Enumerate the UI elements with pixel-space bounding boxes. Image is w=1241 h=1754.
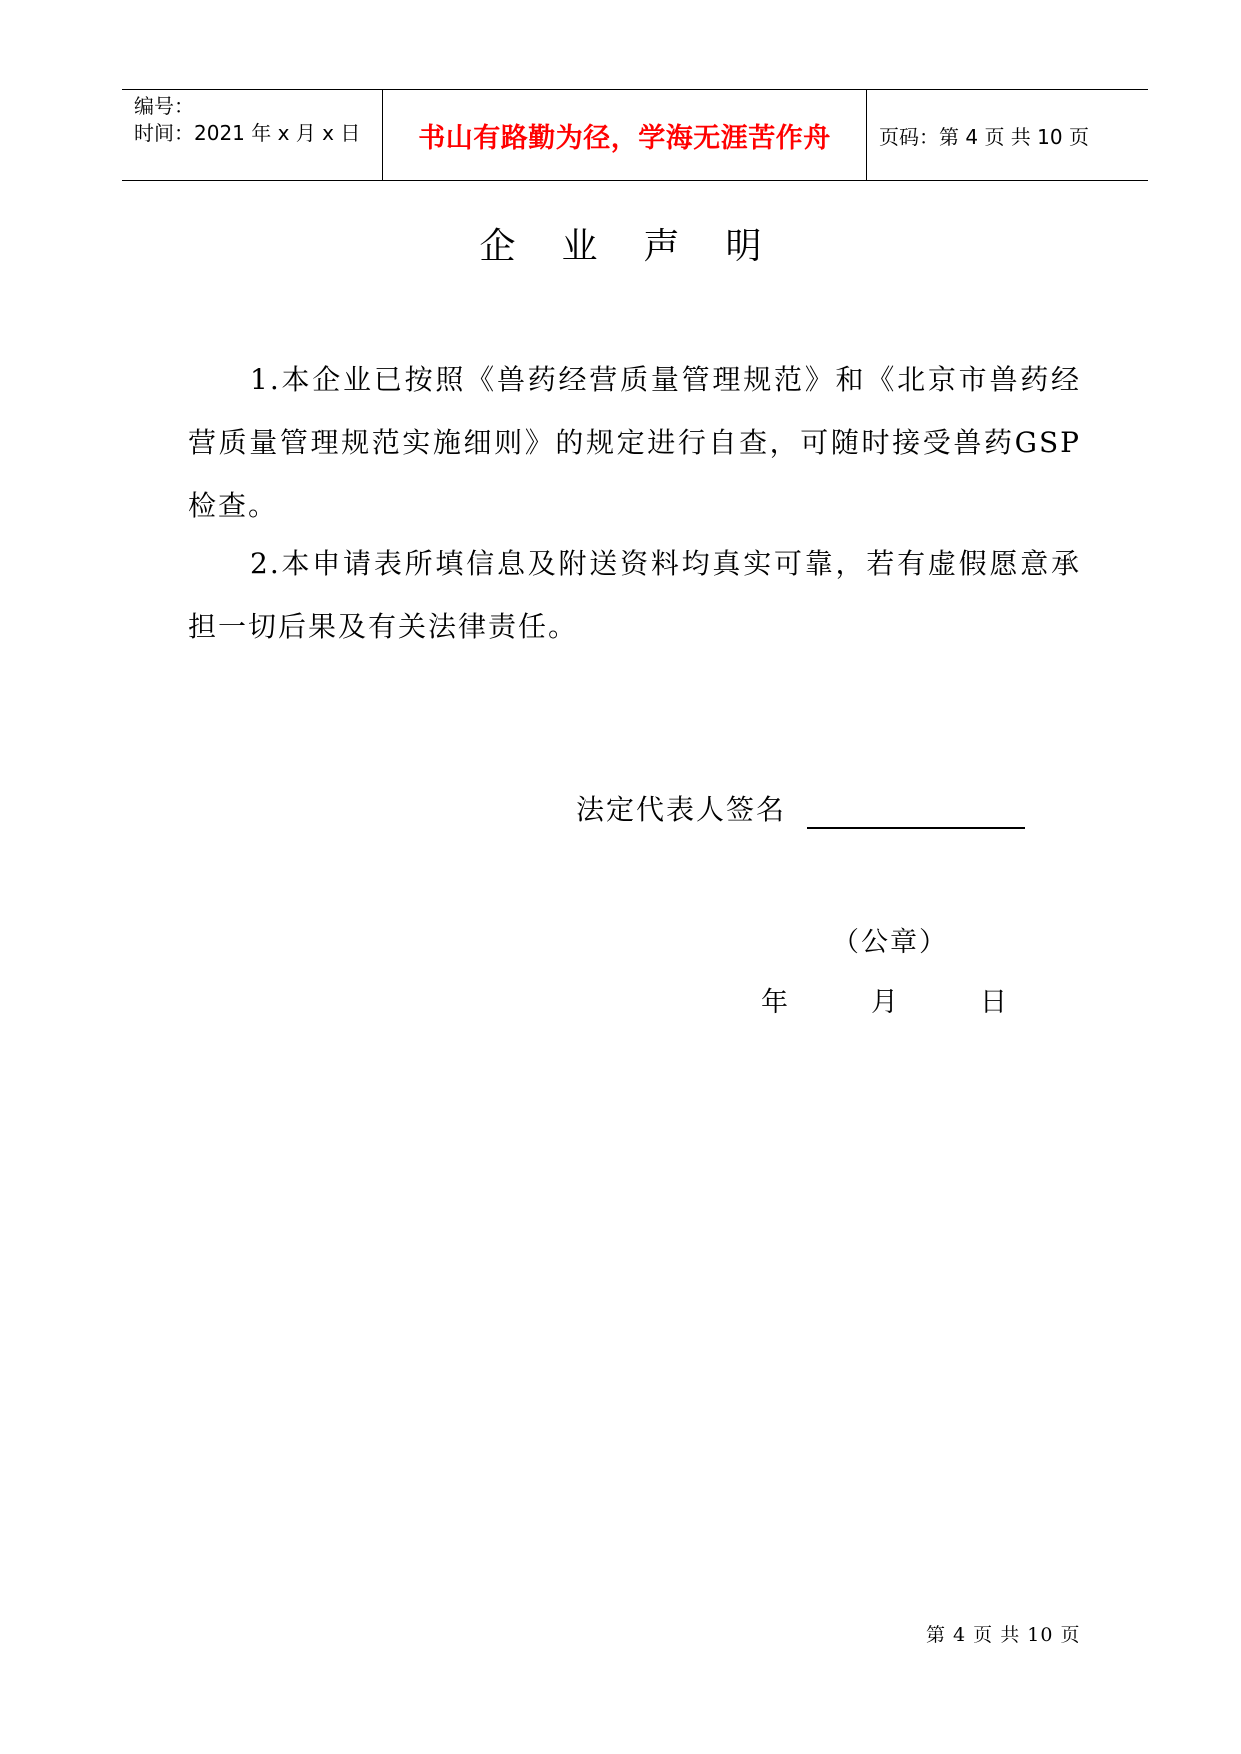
date-day-label: 日 xyxy=(980,987,1007,1018)
declaration-paragraph-2: 2.本申请表所填信息及附送资料均真实可靠，若有虚假愿意承担一切后果及有关法律责任。 xyxy=(188,547,1081,643)
date-month-label: 月 xyxy=(871,987,898,1018)
signature-label: 法定代表人签名 xyxy=(576,793,787,826)
header-page-label: 页码：第 4 页 共 10 页 xyxy=(879,124,1089,149)
header-table xyxy=(122,89,1148,181)
footer-page-number: 第 4 页 共 10 页 xyxy=(926,1624,1081,1646)
signature-line xyxy=(807,827,1025,829)
document-title: 企业声明 xyxy=(479,226,808,267)
date-year-label: 年 xyxy=(761,987,788,1018)
header-meta-cell xyxy=(122,90,383,180)
declaration-paragraph-1: 1.本企业已按照《兽药经营质量管理规范》和《北京市兽药经营质量管理规范实施细则》的规定进行自查，可随时接受兽药GSP检查。 xyxy=(188,363,1081,522)
header-motto: 书山有路勤为径，学海无涯苦作舟 xyxy=(383,90,867,180)
header-time-label: 时间：2021 年 x 月 x 日 xyxy=(134,121,361,145)
seal-label: （公章） xyxy=(832,927,948,958)
header-number-label: 编号： xyxy=(134,94,194,118)
